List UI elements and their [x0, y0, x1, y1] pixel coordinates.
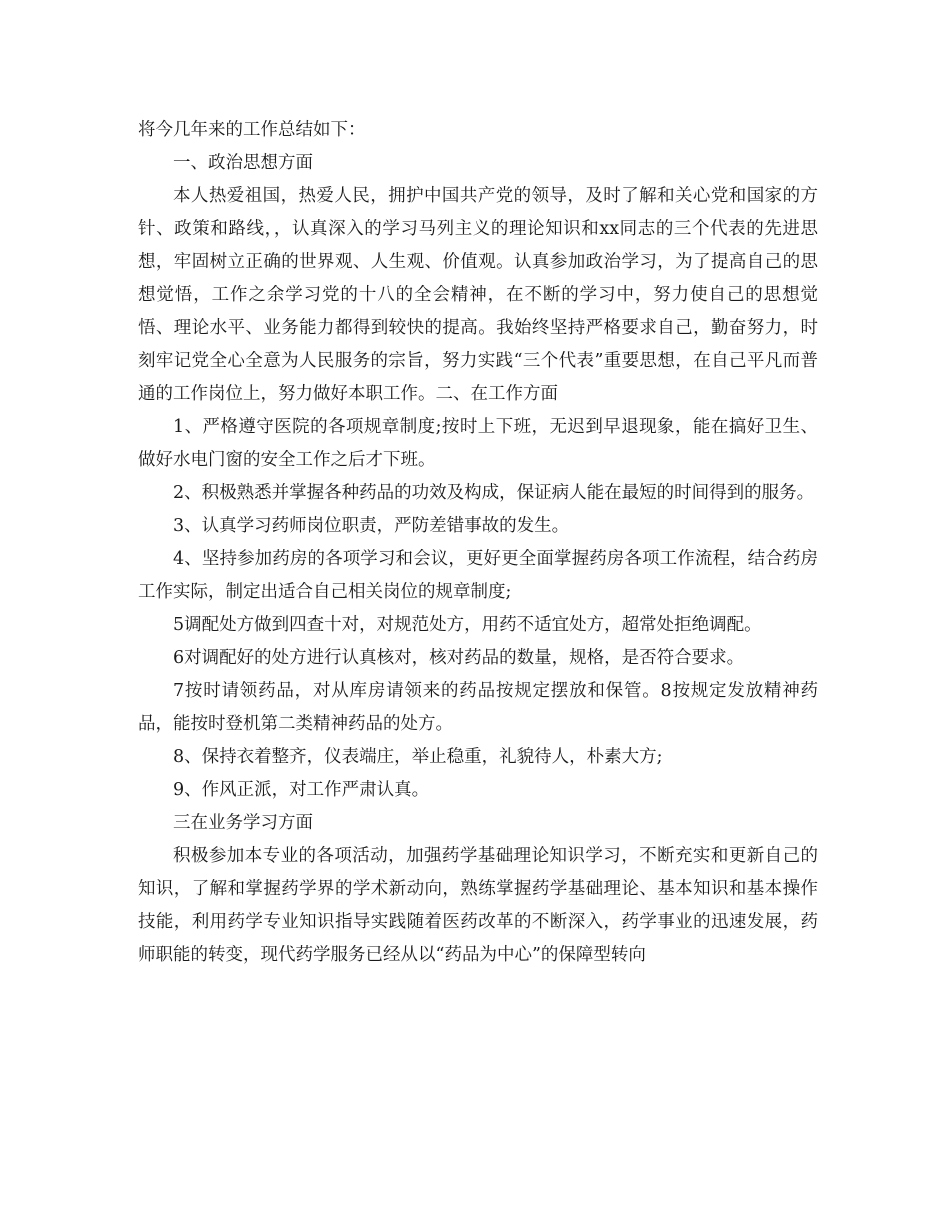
- list-item-3: 3、认真学习药师岗位职责，严防差错事故的发生。: [173, 516, 570, 536]
- list-item-8: 8、保持衣着整齐，仪表端庄，举止稳重，礼貌待人，朴素大方;: [173, 747, 663, 767]
- list-item-6: 6对调配好的处方进行认真核对，核对药品的数量，规格，是否符合要求。: [173, 648, 745, 668]
- document-body: [138, 114, 818, 972]
- section-heading-political: 一、政治思想方面: [173, 153, 313, 173]
- list-item-5: 5调配处方做到四查十对，对规范处方，用药不适宜处方，超常处拒绝调配。: [173, 615, 762, 635]
- list-item-4: 4、坚持参加药房的各项学习和会议，更好更全面掌握药房各项工作流程，结合药房工作实际，制定出适合自己相关岗位的规章制度;: [138, 549, 818, 602]
- paragraph-political: 本人热爱祖国，热爱人民，拥护中国共产党的领导，及时了解和关心党和国家的方针、政策和路线，，认真深入的学习马列主义的理论知识和xx同志的三个代表的先进思想，牢固树立正确的世界观、人生观、价值观。认真参加政治学习，为了提高自己的思想觉悟，工作之余学习党的十八的全会精神，在不断的学习中，努力使自己的思想觉悟、理论水平、业务能力都得到较快的提高。我始终坚持严格要求自己，勤奋努力，时刻牢记党全心全意为人民服务的宗旨，努力实践“三个代表”重要思想，在自己平凡而普通的工作岗位上，努力做好本职工作。二、在工作方面: [138, 186, 818, 404]
- intro-line: 将今几年来的工作总结如下：: [138, 120, 366, 140]
- section-heading-study: 三在业务学习方面: [173, 813, 313, 833]
- list-item-7: 7按时请领药品，对从库房请领来的药品按规定摆放和保管。8按规定发放精神药品，能按时登机第二类精神药品的处方。: [138, 681, 818, 734]
- list-item-2: 2、积极熟悉并掌握各种药品的功效及构成，保证病人能在最短的时间得到的服务。: [173, 483, 815, 503]
- list-item-1: 1、严格遵守医院的各项规章制度;按时上下班，无迟到早退现象，能在搞好卫生、做好水电门窗的安全工作之后才下班。: [138, 417, 818, 470]
- paragraph-study: 积极参加本专业的各项活动，加强药学基础理论知识学习，不断充实和更新自己的知识，了解和掌握药学界的学术新动向，熟练掌握药学基础理论、基本知识和基本操作技能，利用药学专业知识指导实践随着医药改革的不断深入，药学事业的迅速发展，药师职能的转变，现代药学服务已经从以“药品为中心”的保障型转向: [138, 846, 818, 965]
- list-item-9: 9、作风正派，对工作严肃认真。: [173, 780, 430, 800]
